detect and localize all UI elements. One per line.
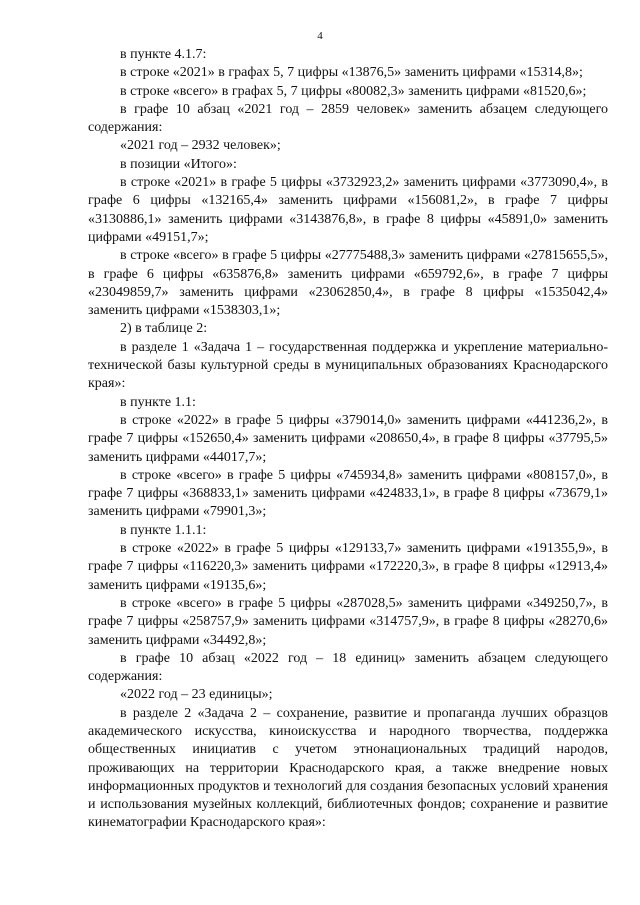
paragraph: в строке «всего» в графе 5 цифры «745934,8» заменить цифрами «808157,0», в графе 7 цифры «368833,1» заменить цифрами «424833,1», в графе 8 цифры «73679,1» заменить цифрами «79901,3»; [88,467,608,520]
document-body [88,46,608,833]
paragraph: в разделе 1 «Задача 1 – государственная поддержка и укрепление материально-технической базы культурной среды в муниципальных образованиях Краснодарского края»: [88,339,608,392]
paragraph: «2021 год – 2932 человек»; [120,138,281,154]
paragraph: в разделе 2 «Задача 2 – сохранение, развитие и пропаганда лучших образцов академического искусства, киноискусства и народного творчества, поддержка общественных инициатив с учетом этнонациональных традиций народов, проживающих на территории Краснодарского края, а также внедрение новых информационных продуктов и технологий для создания безопасных условий хранения и использования музейных коллекций, библиотечных фондов; сохранение и развитие кинематографии Краснодарского края»: [88,705,608,831]
paragraph: в строке «всего» в графе 5 цифры «287028,5» заменить цифрами «349250,7», в графе 7 цифры «258757,9» заменить цифрами «314757,9», в графе 8 цифры «28270,6» заменить цифрами «34492,8»; [88,595,608,648]
paragraph: в пункте 1.1.1: [120,522,207,538]
paragraph: в строке «всего» в графах 5, 7 цифры «80082,3» заменить цифрами «81520,6»; [120,83,587,99]
paragraph: в пункте 4.1.7: [120,47,207,62]
paragraph: в позиции «Итого»: [120,156,237,172]
paragraph: в строке «2022» в графе 5 цифры «379014,0» заменить цифрами «441236,2», в графе 7 цифры «152650,4» заменить цифрами «208650,4», в графе 8 цифры «37795,5» заменить цифрами «44017,7»; [88,412,608,465]
paragraph: в строке «всего» в графе 5 цифры «27775488,3» заменить цифрами «27815655,5», в графе 6 цифры «635876,8» заменить цифрами «659792,6», в графе 7 цифры «23049859,7» заменить цифрами «23062850,4», в графе 8 цифры «1535042,4» заменить цифрами «1538303,1»; [88,248,608,319]
paragraph: в графе 10 абзац «2022 год – 18 единиц» заменить абзацем следующего содержания: [88,650,608,685]
paragraph: в строке «2022» в графе 5 цифры «129133,7» заменить цифрами «191355,9», в графе 7 цифры «116220,3» заменить цифрами «172220,3», в графе 8 цифры «12913,4» заменить цифрами «19135,6»; [88,541,608,593]
paragraph: «2022 год – 23 единицы»; [120,687,273,703]
paragraph: 2) в таблице 2: [120,321,208,337]
page-number: 4 [317,30,323,42]
paragraph: в графе 10 абзац «2021 год – 2859 человек» заменить абзацем следующего содержания: [88,101,608,136]
paragraph: в строке «2021» в графе 5 цифры «3732923,2» заменить цифрами «3773090,4», в графе 6 цифры «132165,4» заменить цифрами «156081,2», в графе 7 цифры «3130886,1» заменить цифрами «3143876,8», в графе 8 цифры «45891,0» заменить цифрами «49151,7»; [88,175,608,245]
paragraph: в пункте 1.1: [120,394,196,410]
paragraph: в строке «2021» в графах 5, 7 цифры «13876,5» заменить цифрами «15314,8»; [120,65,583,81]
